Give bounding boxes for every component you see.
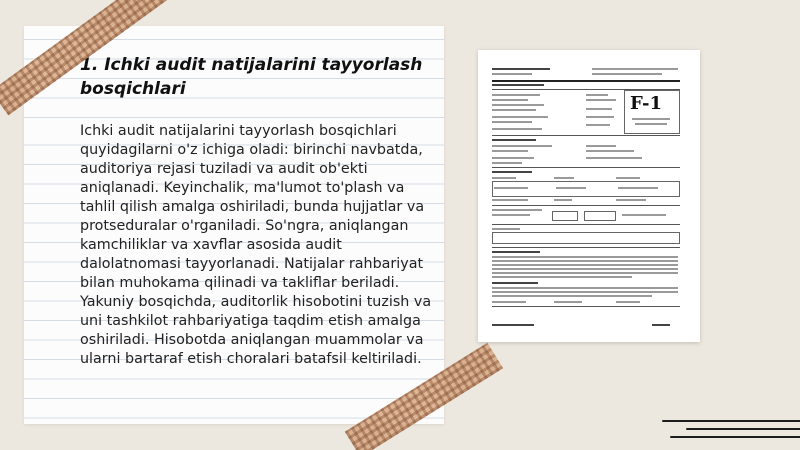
form-code: F-1 [630,93,662,114]
document-form [492,68,680,328]
document-image [478,50,700,342]
decorative-lines [650,410,800,450]
slide-body-text: Ichki audit natijalarini tayyorlash bosqichlari quyidagilarni o'z ichiga oladi: birinchi navbatda, auditoriya rejasi tuziladi va audit ob'ekti aniqlanadi. Keyinchalik, ma'lumot to'plash va tahlil qilish amalga oshiriladi, bunda hujjatlar va protseduralar o'rganiladi. So'ngra, aniqlangan kamchiliklar va xavflar asosida audit dalolatnomasi tayyorlanadi. Natijalar rahbariyat bilan muhokama qilinadi va takliflar beriladi. Yakuniy bosqichda, auditorlik hisobotini tuzish va uni tashkilot rahbariyatiga taqdim etish amalga oshiriladi. Hisobotda aniqlangan muammolar va ularni bartaraf etish choralari batafsil keltiriladi. [80,123,432,367]
slide-title: 1. Ichki audit natijalarini tayyorlash bosqichlari [80,55,423,99]
